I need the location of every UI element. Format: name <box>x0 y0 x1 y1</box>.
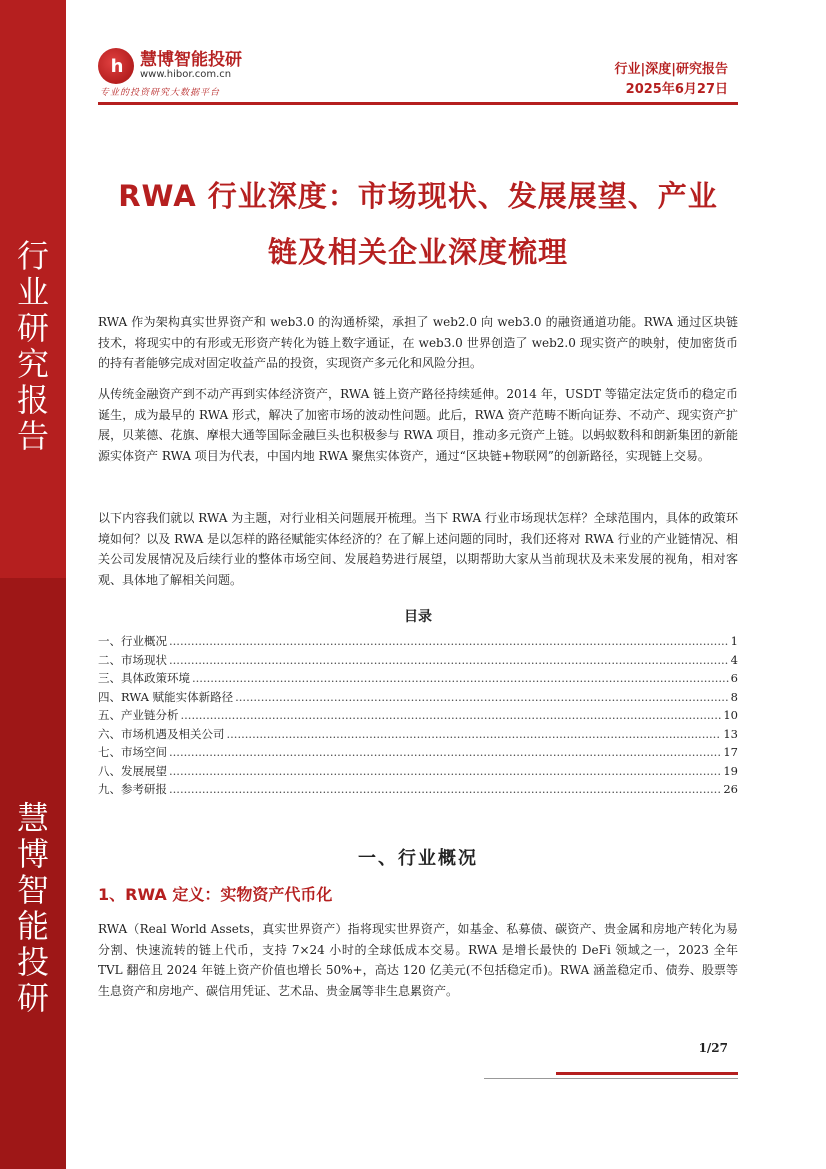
toc-item[interactable] <box>98 725 738 744</box>
toc-item[interactable] <box>98 688 738 707</box>
toc-item[interactable] <box>98 632 738 651</box>
toc-item-label: 七、市场空间 <box>98 745 167 759</box>
header-meta <box>615 60 729 100</box>
toc-item-page: 13 <box>723 726 738 741</box>
intro-paragraph-3: 以下内容我们就以 RWA 为主题，对行业相关问题展开梳理。当下 RWA 行业市场现状怎样？全球范围内，具体的政策环境如何？以及 RWA 是以怎样的路径赋能实体经济的？在了解上述问题的同时，我们还将对 RWA 行业的产业链情况、相关公司发展情况及后续行业的整体市场空间、发展趋势进行展望，以期帮助大家从当前现状及未来发展的视角，相对客观、具体地了解相关问题。 <box>98 511 738 587</box>
logo-slogan: 专业的投资研究大数据平台 <box>100 88 221 98</box>
report-date: 2025年6月27日 <box>625 82 728 97</box>
header-divider <box>98 102 738 105</box>
intro-paragraph-1: RWA 作为架构真实世界资产和 web3.0 的沟通桥梁，承担了 web2.0 向 web3.0 的融资通道功能。RWA 通过区块链技术，将现实中的有形或无形资产转化为链上数字通证，在 web3.0 世界创造了 web2.0 现实资产的映射，使加密货币的持有者能够完成对固定收益产品的投资，实现资产多元化和风险分担。 <box>98 315 738 370</box>
logo-url: www.hibor.com.cn <box>140 69 232 80</box>
toc-item-page: 6 <box>730 671 738 685</box>
sidebar-char: 研 <box>16 979 49 1017</box>
document-title <box>98 168 738 280</box>
title-line-1: RWA 行业深度：市场现状、发展展望、产业 <box>118 179 718 213</box>
page-number: 1/27 <box>698 1041 728 1055</box>
toc-item[interactable] <box>98 669 738 688</box>
footer-divider-accent <box>556 1072 738 1075</box>
sidebar-char: 智 <box>16 871 49 909</box>
intro-paragraph-2: 从传统金融资产到不动产再到实体经济资产，RWA 链上资产路径持续延伸。2014 年，USDT 等锚定法定货币的稳定币诞生，成为最早的 RWA 形式，解决了加密市场的波动性问题。此后，RWA 资产范畴不断向证券、不动产、现实资产扩展，贝莱德、花旗、摩根大通等国际金融巨头也积极参与 RWA 项目，推动多元资产上链。以蚂蚁数科和朗新集团的新能源实体资产 RWA 项目为代表，中国内地 RWA 聚焦实体资产，通过“区块链+物联网”的创新路径，实现链上交易。 <box>98 387 738 463</box>
toc-item-label: 二、市场现状 <box>98 652 167 667</box>
sidebar-char: 博 <box>16 835 49 873</box>
toc-item[interactable] <box>98 762 738 781</box>
logo-name: 慧博智能投研 <box>140 50 242 70</box>
sidebar-char: 能 <box>16 907 49 945</box>
sidebar-char: 行 <box>16 237 49 275</box>
table-of-contents <box>98 632 738 799</box>
toc-item-label: 八、发展展望 <box>98 763 167 778</box>
toc-heading: 目录 <box>404 609 432 625</box>
toc-item-page: 8 <box>730 689 738 704</box>
toc-item-label: 六、市场机遇及相关公司 <box>98 726 225 741</box>
toc-item-page: 4 <box>730 652 738 667</box>
subsection-heading: 1、RWA 定义：实物资产代币化 <box>98 885 333 904</box>
sidebar-char: 究 <box>16 345 49 383</box>
toc-item[interactable] <box>98 651 738 670</box>
toc-item[interactable] <box>98 743 738 762</box>
toc-item-label: 三、具体政策环境 <box>98 671 190 685</box>
title-line-2: 链及相关企业深度梳理 <box>267 235 568 269</box>
sidebar-char: 业 <box>16 273 49 311</box>
sidebar-char: 告 <box>16 417 49 455</box>
logo <box>98 48 242 84</box>
sidebar-lower-label <box>0 800 66 1016</box>
toc-item-label: 四、RWA 赋能实体新路径 <box>98 689 234 704</box>
sidebar-char: 研 <box>16 309 49 347</box>
toc-item-page: 19 <box>723 763 738 778</box>
sidebar-upper-label <box>0 238 66 454</box>
toc-item-page: 10 <box>723 708 738 722</box>
toc-item[interactable] <box>98 780 738 799</box>
toc-item-label: 五、产业链分析 <box>98 708 179 722</box>
sidebar-char: 报 <box>16 381 49 419</box>
toc-item-label: 九、参考研报 <box>98 782 167 796</box>
sidebar-char: 投 <box>16 943 49 981</box>
toc-item-page: 26 <box>723 782 738 796</box>
toc-item-label: 一、行业概况 <box>98 634 167 648</box>
toc-item[interactable] <box>98 706 738 725</box>
section-heading: 一、行业概况 <box>358 848 478 869</box>
footer-divider <box>484 1078 738 1079</box>
toc-item-page: 17 <box>723 745 738 759</box>
sidebar-char: 慧 <box>16 799 49 837</box>
section-paragraph: RWA（Real World Assets，真实世界资产）指将现实世界资产，如基金、私募债、碳资产、贵金属和房地产转化为易分割、快速流转的链上代币，支持 7×24 小时的全球低成本交易。RWA 是增长最快的 DeFi 领域之一，2023 全年 TVL 翻倍且 2024 年链上资产价值也增长 50%+，高达 120 亿美元(不包括稳定币)。RWA 涵盖稳定币、债券、股票等生息资产和房地产、碳信用凭证、艺术品、贵金属等非生息累资产。 <box>98 922 738 998</box>
toc-item-page: 1 <box>730 634 738 648</box>
report-type: 行业|深度|研究报告 <box>614 62 728 77</box>
logo-mark-icon: h <box>98 48 134 84</box>
